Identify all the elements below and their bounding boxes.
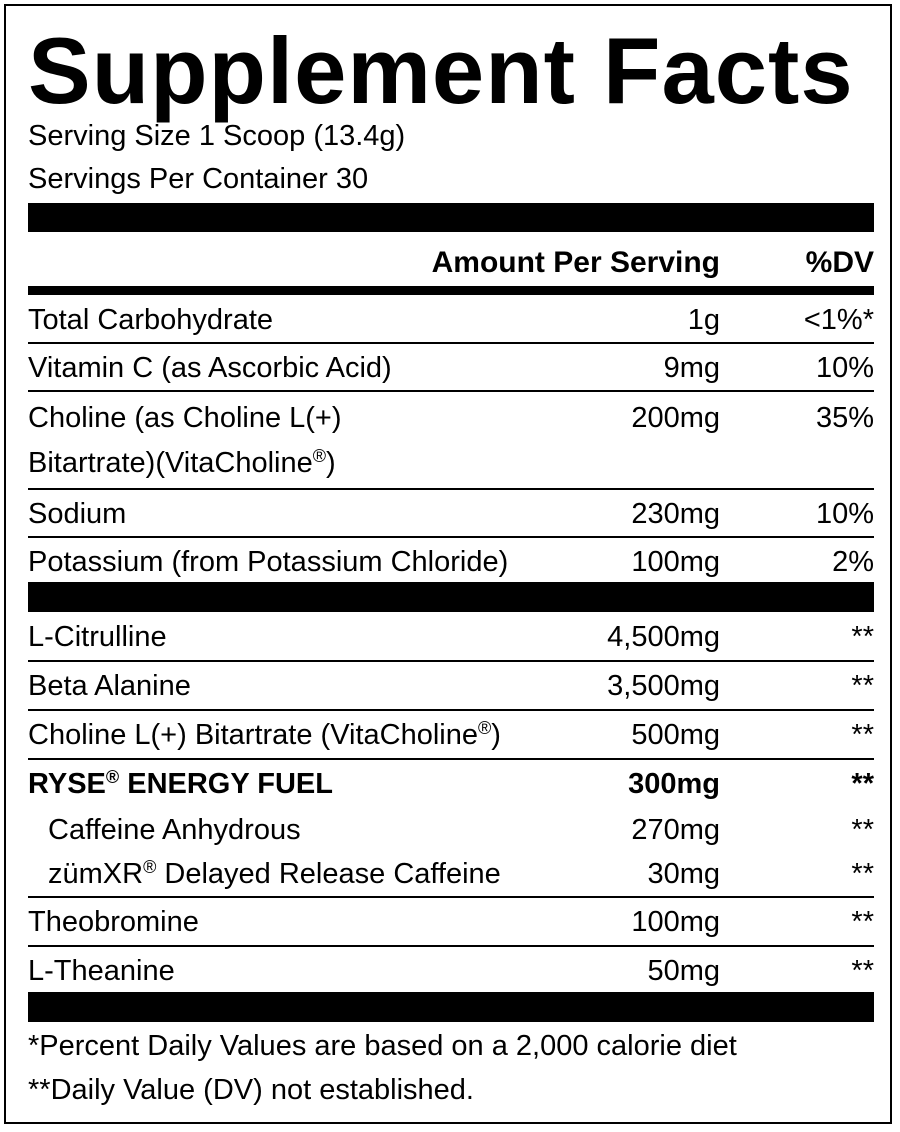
nutrient-row	[28, 298, 874, 342]
blend-name-text: RYSE	[28, 768, 106, 800]
blend-dv: **	[851, 768, 874, 800]
ingredient-dv: **	[851, 814, 874, 846]
row-divider	[28, 945, 874, 947]
ingredient-amount: 3,500mg	[607, 670, 720, 702]
ingredient-amount: 4,500mg	[607, 621, 720, 653]
ingredient-row	[28, 713, 874, 757]
nutrient-name-line2-end: )	[326, 447, 336, 479]
ingredient-row	[28, 664, 874, 708]
footnote-percent-dv: *Percent Daily Values are based on a 2,000 calorie diet	[28, 1030, 737, 1062]
blend-amount: 300mg	[628, 768, 720, 800]
nutrient-dv: 10%	[815, 498, 874, 530]
ingredient-name-end: Delayed Release Caffeine	[156, 858, 501, 890]
thick-divider-middle	[28, 582, 874, 612]
ingredient-amount: 50mg	[647, 955, 720, 987]
nutrient-row	[28, 396, 874, 486]
ingredient-name-text: Choline L(+) Bitartrate (VitaCholine	[28, 719, 478, 751]
ingredient-name: Beta Alanine	[28, 670, 191, 702]
row-divider	[28, 709, 874, 711]
ingredient-name: Theobromine	[28, 906, 199, 938]
ingredient-amount: 500mg	[631, 719, 720, 751]
ingredient-name	[48, 852, 501, 896]
ingredient-row	[28, 615, 874, 659]
amount-per-serving-header: Amount Per Serving	[431, 246, 720, 279]
nutrient-dv: 35%	[815, 402, 874, 434]
ingredient-dv: **	[851, 621, 874, 653]
medium-divider	[28, 286, 874, 295]
nutrient-amount: 1g	[687, 304, 720, 336]
ingredient-row	[28, 900, 874, 944]
ingredient-dv: **	[851, 858, 874, 890]
serving-size: Serving Size 1 Scoop (13.4g)	[28, 120, 406, 152]
nutrient-amount: 200mg	[631, 402, 720, 434]
ingredient-name-end: )	[491, 719, 501, 751]
ingredient-dv: **	[851, 670, 874, 702]
dv-header: %DV	[805, 246, 874, 279]
label-title: Supplement Facts	[28, 18, 854, 123]
column-header	[28, 238, 874, 288]
nutrient-row	[28, 492, 874, 536]
nutrient-dv: <1%*	[803, 304, 874, 336]
row-divider	[28, 390, 874, 392]
ingredient-name: Caffeine Anhydrous	[48, 814, 301, 846]
ingredient-name	[28, 713, 501, 757]
nutrient-row	[28, 540, 874, 584]
nutrient-amount: 230mg	[631, 498, 720, 530]
blend-name	[28, 762, 333, 806]
footnote-dv-not-established: **Daily Value (DV) not established.	[28, 1074, 474, 1106]
registered-mark: ®	[105, 767, 120, 787]
ingredient-name-text: zümXR	[48, 858, 144, 890]
nutrient-name: Potassium (from Potassium Chloride)	[28, 546, 509, 578]
row-divider	[28, 896, 874, 898]
thick-divider-bottom	[28, 992, 874, 1022]
ingredient-amount: 270mg	[631, 814, 720, 846]
nutrient-amount: 9mg	[663, 352, 720, 384]
servings-per-container: Servings Per Container 30	[28, 163, 369, 195]
blend-row	[28, 762, 874, 806]
nutrient-name	[28, 396, 548, 486]
nutrient-name-line2: Bitartrate)(VitaCholine	[28, 447, 313, 479]
row-divider	[28, 758, 874, 760]
nutrient-name: Vitamin C (as Ascorbic Acid)	[28, 352, 392, 384]
row-divider	[28, 660, 874, 662]
blend-component-row	[28, 852, 874, 896]
blend-component-row	[28, 808, 874, 852]
ingredient-name: L-Theanine	[28, 955, 175, 987]
supplement-facts-panel	[4, 4, 892, 1124]
ingredient-dv: **	[851, 955, 874, 987]
ingredient-amount: 30mg	[647, 858, 720, 890]
nutrient-dv: 2%	[832, 546, 874, 578]
ingredient-dv: **	[851, 906, 874, 938]
nutrient-name: Total Carbohydrate	[28, 304, 274, 336]
nutrient-name-line1: Choline (as Choline L(+)	[28, 402, 342, 434]
row-divider	[28, 342, 874, 344]
nutrient-name: Sodium	[28, 498, 127, 530]
registered-mark: ®	[312, 446, 327, 466]
row-divider	[28, 536, 874, 538]
thick-divider-top	[28, 203, 874, 232]
ingredient-amount: 100mg	[631, 906, 720, 938]
ingredient-name: L-Citrulline	[28, 621, 167, 653]
nutrient-amount: 100mg	[631, 546, 720, 578]
blend-name-end: ENERGY FUEL	[119, 768, 333, 800]
registered-mark: ®	[143, 857, 157, 877]
ingredient-row	[28, 949, 874, 993]
nutrient-dv: 10%	[815, 352, 874, 384]
row-divider	[28, 488, 874, 490]
ingredient-dv: **	[851, 719, 874, 751]
nutrient-row	[28, 346, 874, 390]
registered-mark: ®	[478, 718, 492, 738]
